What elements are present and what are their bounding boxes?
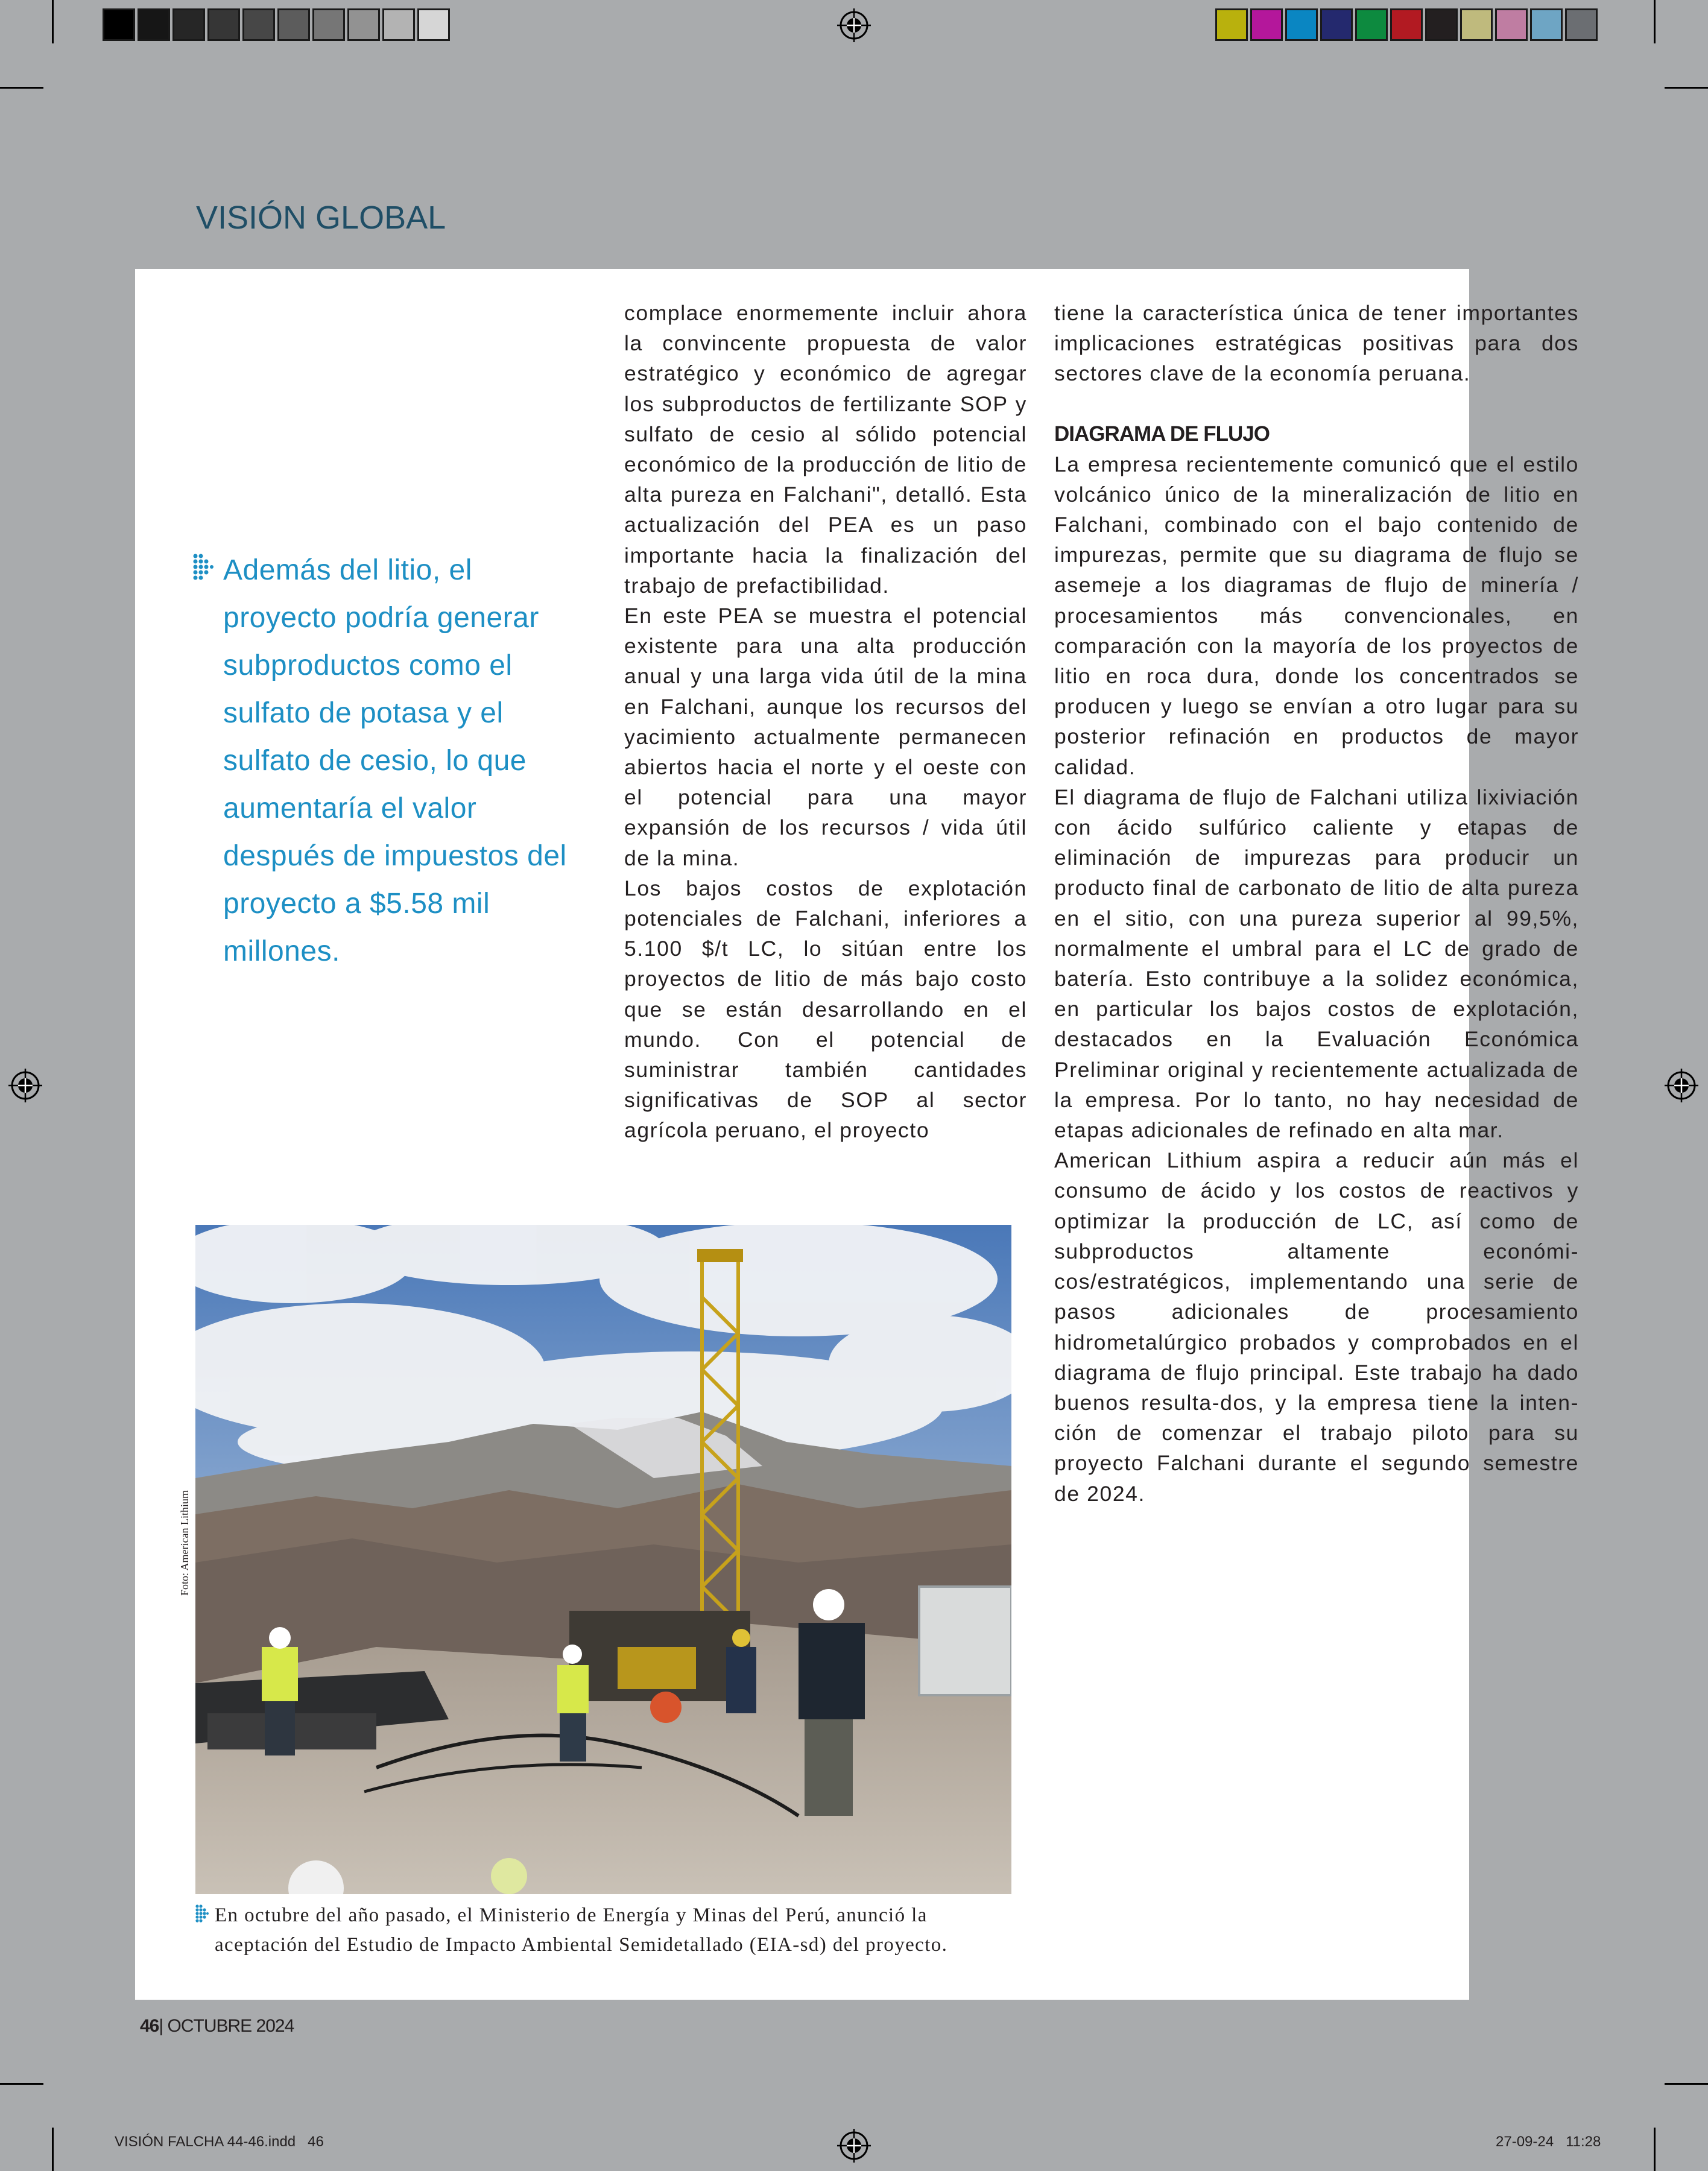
article-column-middle	[624, 298, 1027, 1146]
article-column-right	[1054, 298, 1579, 1509]
dotted-arrow-icon	[195, 1904, 209, 1923]
body-paragraph: El diagrama de flujo de Falchani utiliza lixiviación con ácido sulfúrico caliente y etapas de eliminación de impurezas para producir un producto final de carbonato de litio de alta pureza en el sitio, con una pureza superior al 99,5%, normalmente el umbral para el LC de grado de batería. Esto contribuye a la solidez económica, en particular los bajos costos de explotación, destacados en la Evaluación Económica Preliminar original y recientemente actualizada de la empresa. Por lo tanto, no hay necesidad de etapas adicionales de refinado en alta mar.	[1054, 785, 1579, 1143]
drilling-site-photo	[195, 1225, 1011, 1894]
section-title: VISIÓN GLOBAL	[196, 200, 446, 236]
crop-mark	[52, 0, 54, 43]
color-swatch	[1565, 8, 1598, 41]
crop-mark	[52, 2128, 54, 2171]
body-paragraph: complace enormemente incluir ahora la convincente propuesta de valor estratégico y económico de agregar los subproductos de fertilizante SOP y sulfato de cesio al sólido potencial económico de la producción de litio de alta pureza en Falchani", detalló. Esta actualización del PEA es un paso importante hacia la finalización del trabajo de prefactibilidad.	[624, 301, 1027, 598]
crop-mark	[0, 2083, 43, 2085]
color-swatch	[103, 8, 135, 41]
color-swatch	[1460, 8, 1493, 41]
crop-mark	[1654, 0, 1656, 43]
registration-mark-icon	[8, 1069, 42, 1102]
color-swatch	[242, 8, 275, 41]
color-swatch	[138, 8, 170, 41]
color-swatch	[1215, 8, 1248, 41]
article-page	[135, 269, 1579, 2000]
photo-credit: Foto: American Lithium	[179, 1490, 191, 1596]
issue-label: | OCTUBRE 2024	[159, 2016, 294, 2036]
crop-mark	[0, 87, 43, 89]
dotted-arrow-icon	[193, 554, 214, 580]
slug-date: 27-09-24 11:28	[1496, 2134, 1601, 2150]
color-swatch	[1530, 8, 1563, 41]
registration-mark-icon	[837, 8, 871, 42]
registration-mark-icon	[837, 2129, 871, 2163]
color-swatch	[347, 8, 380, 41]
color-swatch	[172, 8, 205, 41]
color-swatch	[1390, 8, 1423, 41]
color-swatch	[1320, 8, 1353, 41]
color-swatch	[1355, 8, 1388, 41]
color-swatch	[1250, 8, 1283, 41]
pull-quote-text: Además del litio, el proyecto podría generar subproductos como el sulfato de potasa y el sulfato de cesio, lo que aumentaría el valor después de impuestos del proyecto a $5.58 mil millones.	[223, 554, 567, 967]
registration-mark-icon	[1665, 1069, 1698, 1102]
body-paragraph: tiene la característica única de tener importantes implicaciones estratégicas positivas para dos sectores clave de la economía peruana.	[1054, 301, 1579, 386]
caption-text: En octubre del año pasado, el Ministerio de Energía y Minas del Perú, anunció la aceptación del Estudio de Impacto Ambiental Semidetallado (EIA-sd) del proyecto.	[215, 1904, 948, 1956]
color-swatch	[382, 8, 415, 41]
body-paragraph: La empresa recientemente comunicó que el estilo volcánico único de la mineralización de litio en Falchani, combinado con el bajo contenido de impurezas, permite que su diagrama de flujo se asemeje a los diagramas de flujo de minería / procesamientos más convencionales, en comparación con la mayoría de los proyectos de litio en roca dura, donde los concentrados se producen y luego se envían a otro lugar para su posterior refinación en productos de mayor calidad.	[1054, 452, 1579, 779]
process-color-bar	[1215, 8, 1600, 41]
color-swatch	[1495, 8, 1528, 41]
page-folio	[140, 2016, 294, 2037]
body-paragraph: Los bajos costos de explotación potenciales de Falchani, inferiores a 5.100 $/t LC, lo sitúan entre los proyectos de litio de más bajo costo que se están desarrollando en el mundo. Con el potencial de suministrar también cantidades significativas de SOP al sector agrícola peruano, el proyecto	[624, 876, 1027, 1143]
subheading: DIAGRAMA DE FLUJO	[1054, 422, 1270, 446]
color-swatch	[1285, 8, 1318, 41]
color-swatch	[417, 8, 450, 41]
color-swatch	[207, 8, 240, 41]
color-swatch	[277, 8, 310, 41]
slug-filename: VISIÓN FALCHA 44-46.indd 46	[115, 2134, 324, 2150]
color-swatch	[312, 8, 345, 41]
body-paragraph: En este PEA se muestra el potencial existente para una alta producción anual y una larga vida útil de la mina en Falchani, aunque los recursos del yacimiento actualmente permanecen abiertos hacia el norte y el oeste con el potencial para una mayor expansión de los recursos / vida útil de la mina.	[624, 604, 1027, 870]
crop-mark	[1654, 2128, 1656, 2171]
crop-mark	[1665, 87, 1708, 89]
body-paragraph: American Lithium aspira a reducir aún más el consumo de ácido y los costos de reactivos y optimizar la producción de LC, así como de subproductos altamente económi-cos/estratégicos, implementando una serie de pasos adicionales de procesamiento hidrometalúrgico probados y comprobados en el diagrama de flujo principal. Este trabajo ha dado buenos resulta-dos, y la empresa tiene la inten-ción de comenzar el trabajo piloto para su proyecto Falchani durante el segundo semestre de 2024.	[1054, 1148, 1579, 1506]
crop-mark	[1665, 2083, 1708, 2085]
page-number: 46	[140, 2016, 159, 2036]
grayscale-color-bar	[103, 8, 452, 41]
color-swatch	[1425, 8, 1458, 41]
